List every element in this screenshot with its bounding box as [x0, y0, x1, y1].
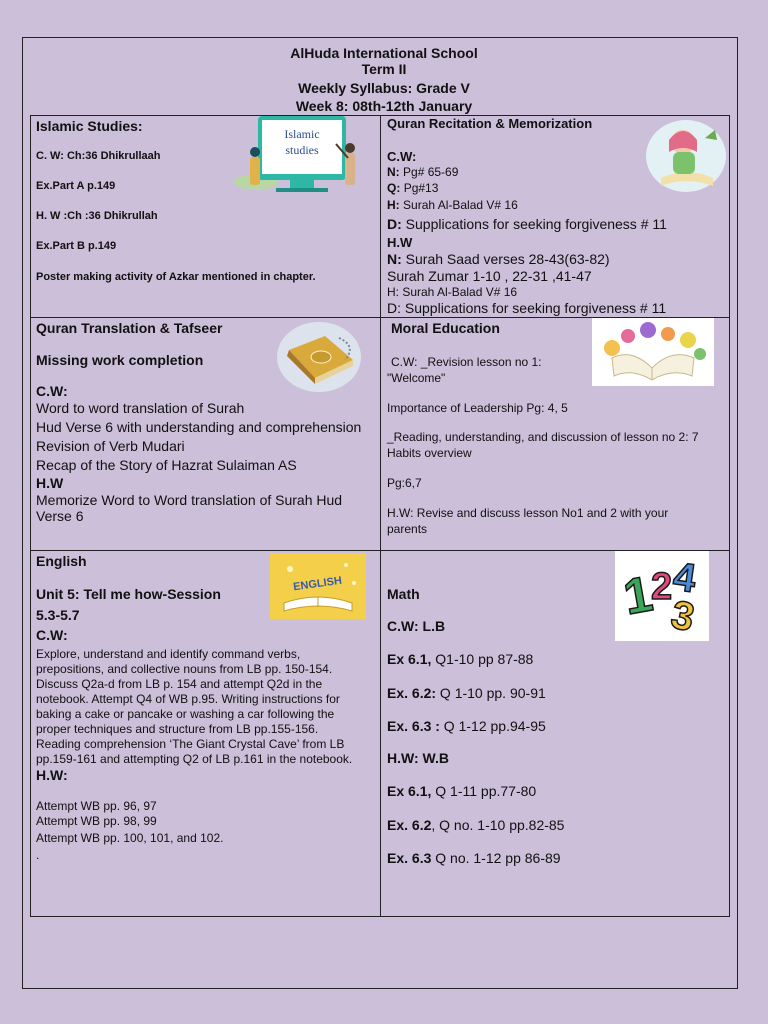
math-hw-item: Ex. 6.2, Q no. 1-10 pp.82-85 — [387, 817, 565, 833]
moral-cw: C.W: _Revision lesson no 1: — [391, 355, 542, 369]
math-cw-label: C.W: L.B — [387, 618, 446, 634]
math-cw-item: Ex. 6.3 : Q 1-12 pp.94-95 — [387, 718, 546, 734]
quran-reading-illustration — [643, 118, 729, 194]
math-hw-label: H.W: W.B — [387, 750, 449, 766]
english-cw-line: Reading comprehension ‘The Giant Crystal Cave’ from LB — [36, 737, 345, 751]
moral-education-title: Moral Education — [391, 320, 500, 336]
math-digit-1: 1 — [619, 565, 657, 626]
quran-recitation-title: Quran Recitation & Memorization — [387, 116, 593, 131]
moral-habits: Habits overview — [387, 446, 472, 460]
islamic-studies-title: Islamic Studies: — [36, 118, 143, 134]
quran-rec-cw-label: C.W: — [387, 149, 417, 164]
english-unit: Unit 5: Tell me how-Session — [36, 586, 221, 602]
english-cw-line: Discuss Q2a-d from LB p. 154 and attempt Q2d in the — [36, 677, 323, 691]
quran-rec-cw-d: D: Supplications for seeking forgiveness # 11 — [387, 216, 667, 232]
english-cw-line: baking a cake or pancake or washing a car following the — [36, 707, 335, 721]
math-cw-item: Ex 6.1, Q1-10 pp 87-88 — [387, 651, 534, 667]
math-title: Math — [387, 586, 420, 602]
quran-trans-hw-label: H.W — [36, 475, 64, 491]
english-title: English — [36, 553, 87, 569]
math-numbers-illustration — [615, 551, 709, 641]
islamic-cw-exercise: Ex.Part A p.149 — [36, 180, 116, 192]
column-divider — [380, 115, 381, 917]
quran-rec-cw-q: Q: Pg#13 — [387, 181, 439, 195]
quran-rec-cw-n: N: Pg# 65-69 — [387, 165, 459, 179]
quran-rec-cw-h: H: Surah Al-Balad V# 16 — [387, 198, 518, 212]
term-label: Term II — [361, 61, 407, 77]
quran-book-illustration — [275, 320, 363, 394]
flower-book-illustration — [592, 318, 714, 386]
quran-translation-title: Quran Translation & Tafseer — [36, 320, 223, 336]
quran-rec-hw-label: H.W — [387, 235, 413, 250]
math-cw-item: Ex. 6.2: Q 1-10 pp. 90-91 — [387, 685, 546, 701]
english-cw-line: proper techniques and structure from LB pp.155-156. — [36, 722, 319, 736]
quran-trans-cw-line: Word to word translation of Surah — [36, 400, 245, 416]
english-hw-line: . — [36, 848, 40, 862]
english-cw-line: Explore, understand and identify command verbs, — [36, 647, 301, 661]
math-digit-2: 2 — [651, 566, 673, 608]
math-hw-item: Ex. 6.3 Q no. 1-12 pp 86-89 — [387, 850, 561, 866]
quran-trans-hw-line: Verse 6 — [36, 508, 84, 524]
moral-hw: H.W: Revise and discuss lesson No1 and 2 with your — [387, 506, 669, 520]
quran-trans-cw-label: C.W: — [36, 383, 68, 399]
english-hw-line: Attempt WB pp. 96, 97 — [36, 799, 157, 813]
english-cw-line: pp.159-161 and attempting Q2 of LB p.161 in the notebook. — [36, 752, 353, 766]
islamic-hw-exercise: Ex.Part B p.149 — [36, 240, 117, 252]
math-digit-3: 3 — [667, 592, 699, 641]
moral-reading: _Reading, understanding, and discussion of lesson no 2: 7 — [387, 430, 699, 444]
moral-leadership: Importance of Leadership Pg: 4, 5 — [387, 401, 568, 415]
islamic-cw: C. W: Ch:36 Dhikrullaah — [36, 150, 161, 162]
board-text-line1: Islamic — [284, 127, 320, 141]
math-hw-item: Ex 6.1, Q 1-11 pp.77-80 — [387, 783, 537, 799]
english-hw-line: Attempt WB pp. 98, 99 — [36, 814, 157, 828]
quran-rec-hw-h: H: Surah Al-Balad V# 16 — [387, 285, 518, 299]
school-name: AlHuda International School — [290, 45, 478, 61]
missing-work: Missing work completion — [36, 352, 204, 368]
english-cw-line: notebook. Attempt Q4 of WB p.95. Writing instructions for — [36, 692, 340, 706]
english-book-illustration — [270, 553, 366, 619]
syllabus-title: Weekly Syllabus: Grade V — [298, 80, 470, 96]
islamic-activity: Poster making activity of Azkar mentioned in chapter. — [36, 271, 316, 283]
quran-rec-hw-zumar: Surah Zumar 1-10 , 22-31 ,41-47 — [387, 268, 592, 284]
quran-trans-cw-line: Hud Verse 6 with understanding and comprehension — [36, 419, 362, 435]
moral-welcome: "Welcome" — [387, 371, 446, 385]
quran-trans-hw-line: Memorize Word to Word translation of Surah Hud — [36, 492, 343, 508]
quran-trans-cw-line: Recap of the Story of Hazrat Sulaiman AS — [36, 457, 297, 473]
math-digit-4: 4 — [670, 554, 699, 602]
english-session: 5.3-5.7 — [36, 607, 80, 623]
moral-pages: Pg:6,7 — [387, 476, 422, 490]
english-cw-label: C.W: — [36, 627, 68, 643]
week-label: Week 8: 08th-12th January — [295, 98, 473, 114]
english-cw-line: prepositions, and collective nouns from LB pp. 150-154. — [36, 662, 333, 676]
quran-trans-cw-line: Revision of Verb Mudari — [36, 438, 185, 454]
quran-rec-hw-n: N: Surah Saad verses 28-43(63-82) — [387, 251, 610, 267]
islamic-hw: H. W :Ch :36 Dhikrullah — [36, 210, 158, 222]
english-hw-line: Attempt WB pp. 100, 101, and 102. — [36, 831, 224, 845]
board-text-line2: studies — [285, 143, 319, 157]
english-hw-label: H.W: — [36, 767, 68, 783]
quran-rec-hw-d: D: Supplications for seeking forgiveness # 11 — [387, 300, 667, 316]
moral-hw-parents: parents — [387, 522, 428, 536]
islamic-studies-illustration — [228, 114, 368, 194]
english-book-label: ENGLISH — [292, 574, 343, 594]
